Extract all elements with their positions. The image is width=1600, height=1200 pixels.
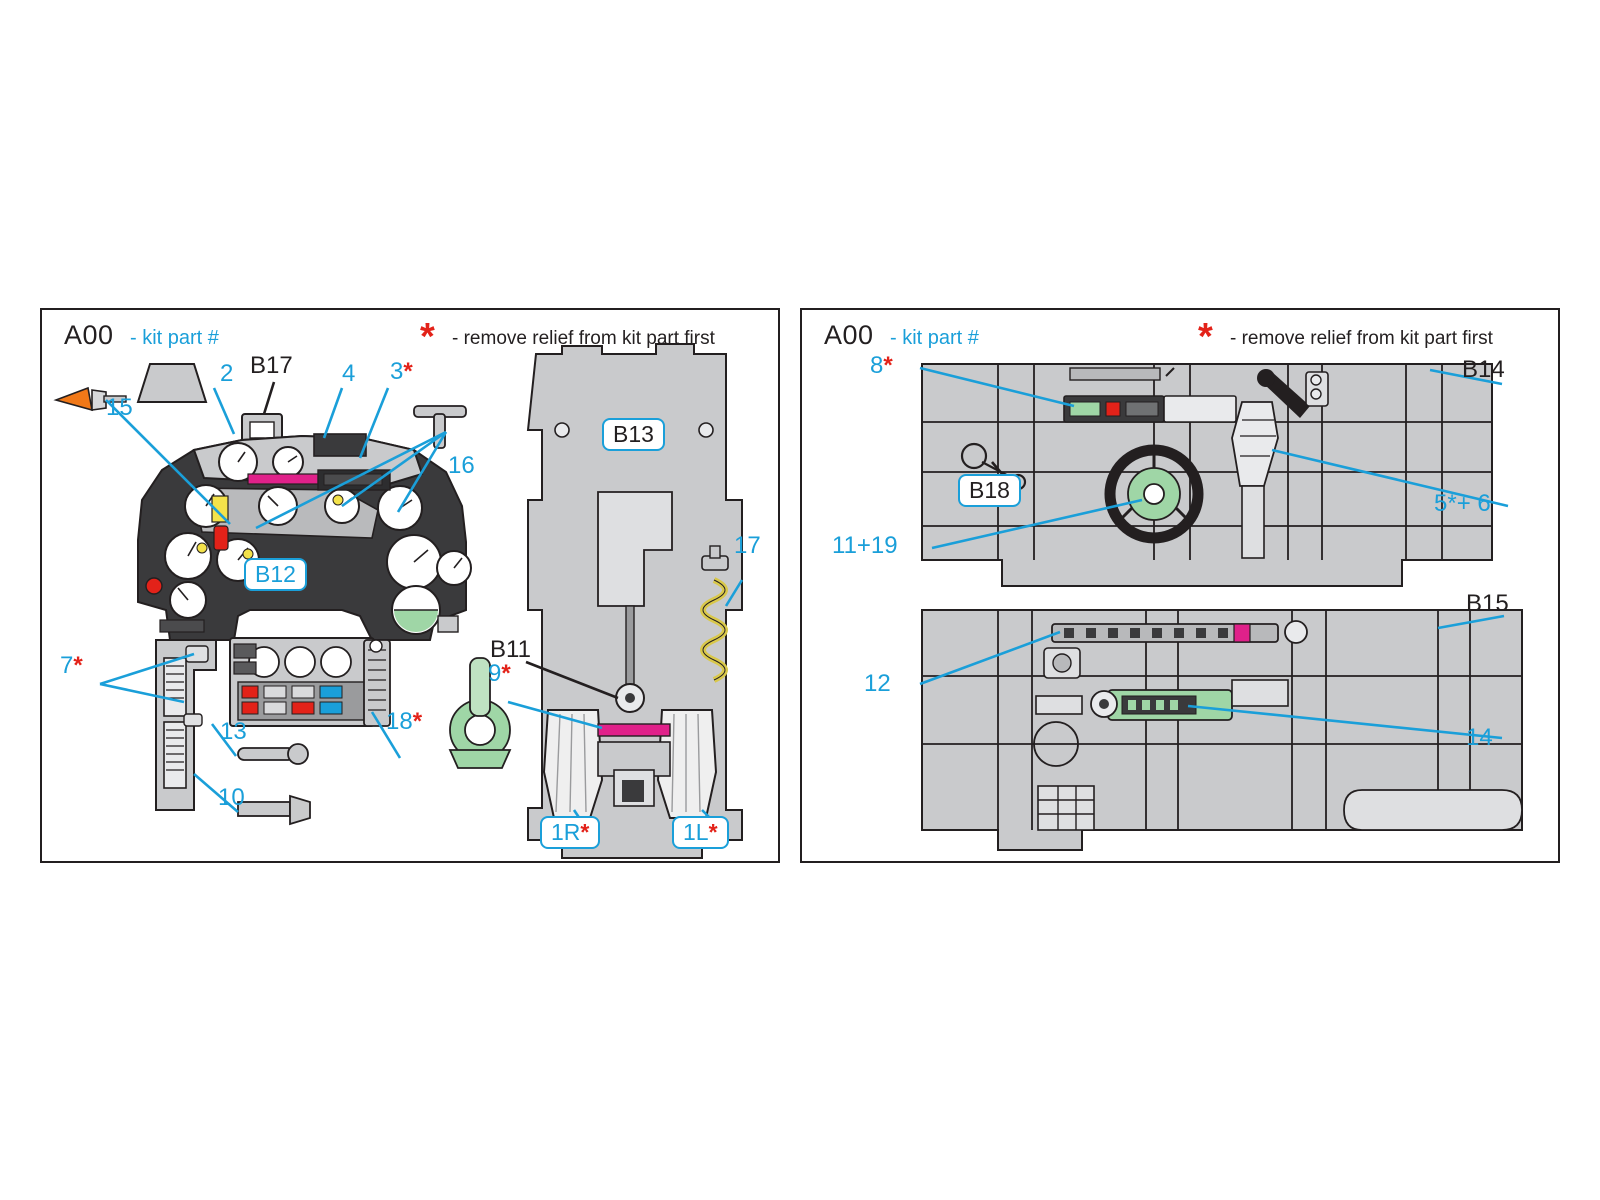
panel-left [40, 308, 780, 863]
callout-15: 15 [106, 394, 133, 421]
callout-9: 9* [488, 660, 511, 687]
callout-12: 12 [864, 670, 891, 697]
panel-left-code: A00 [64, 320, 114, 350]
panel-right-code: A00 [824, 320, 874, 350]
callout-8: 8* [870, 352, 893, 379]
panel-left-legend-note: - remove relief from kit part first [452, 328, 715, 349]
left-panel-artwork [42, 310, 782, 865]
callout-b14: B14 [1462, 356, 1505, 383]
panel-right-code-sub: - kit part # [890, 327, 979, 349]
asterisk-legend-icon-right: * [1198, 316, 1213, 358]
callout-7: 7* [60, 652, 83, 679]
callout-b18: B18 [958, 474, 1021, 507]
callout-11-19: 11+19 [832, 532, 898, 559]
callout-b12: B12 [244, 558, 307, 591]
callout-17: 17 [734, 532, 761, 559]
callout-5-6: 5*+ 6 [1434, 490, 1491, 517]
callout-1l: 1L* [672, 816, 729, 849]
callout-3: 3* [390, 358, 413, 385]
callout-10: 10 [218, 784, 245, 811]
callout-4: 4 [342, 360, 356, 387]
callout-16: 16 [448, 452, 475, 479]
panel-left-code-sub: - kit part # [130, 327, 219, 349]
callout-b13: B13 [602, 418, 665, 451]
panel-right-legend-note: - remove relief from kit part first [1230, 328, 1493, 349]
callout-13: 13 [220, 718, 247, 745]
callout-b15: B15 [1466, 590, 1509, 617]
panel-right [800, 308, 1560, 863]
callout-b11: B11 [490, 636, 531, 663]
callout-1r: 1R* [540, 816, 600, 849]
right-panel-artwork [802, 310, 1562, 865]
callout-2: 2 [220, 360, 234, 387]
callout-b17: B17 [250, 352, 293, 379]
asterisk-legend-icon: * [420, 316, 435, 358]
callout-14: 14 [1466, 724, 1493, 751]
callout-18: 18* [386, 708, 423, 735]
